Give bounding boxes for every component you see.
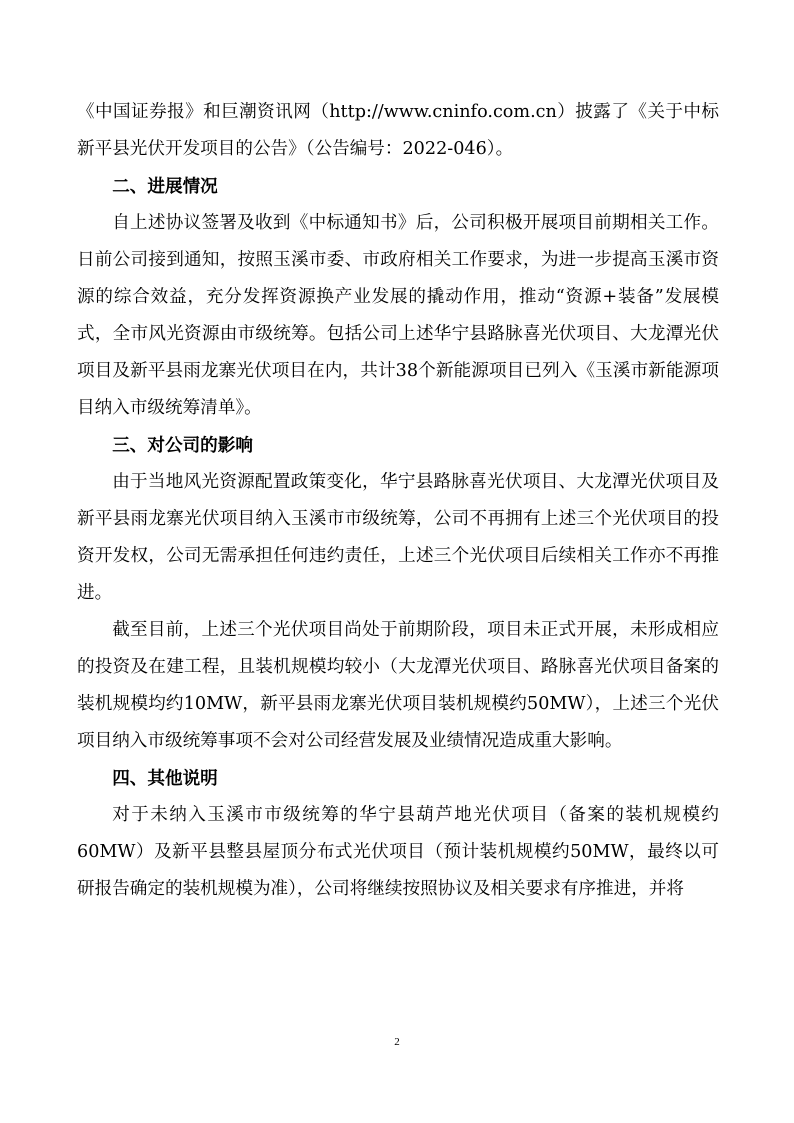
document-page (77, 94, 719, 908)
body-paragraph: 自上述协议签署及收到《中标通知书》后，公司积极开展项目前期相关工作。日前公司接到通知，按照玉溪市委、市政府相关工作要求，为进一步提高玉溪市资源的综合效益，充分发挥资源换产业发展的撬动作用，推动“资源+装备”发展模式，全市风光资源由市级统筹。包括公司上述华宁县路脉喜光伏项目、大龙潭光伏项目及新平县雨龙寨光伏项目在内，共计38个新能源项目已列入《玉溪市新能源项目纳入市级统筹清单》。 (77, 213, 719, 418)
page-number: 2 (394, 1036, 400, 1048)
intro-paragraph: 《中国证券报》和巨潮资讯网（http://www.cninfo.com.cn）披露了《关于中标新平县光伏开发项目的公告》（公告编号：2022-046）。 (77, 102, 719, 159)
section-other (77, 760, 719, 908)
body-paragraph: 对于未纳入玉溪市市级统筹的华宁县葫芦地光伏项目（备案的装机规模约60MW）及新平县整县屋顶分布式光伏项目（预计装机规模约50MW，最终以可研报告确定的装机规模为准），公司将继续按照协议及相关要求有序推进，并将 (77, 805, 719, 899)
section-heading: 二、进展情况 (112, 176, 218, 197)
body-paragraph: 截至目前，上述三个光伏项目尚处于前期阶段，项目未正式开展，未形成相应的投资及在建工程，且装机规模均较小（大龙潭光伏项目、路脉喜光伏项目备案的装机规模均约10MW，新平县雨龙寨光伏项目装机规模约50MW），上述三个光伏项目纳入市级统筹事项不会对公司经营发展及业绩情况造成重大影响。 (77, 620, 719, 751)
section-heading: 四、其他说明 (112, 768, 218, 789)
section-heading: 三、对公司的影响 (112, 435, 253, 456)
body-paragraph: 由于当地风光资源配置政策变化，华宁县路脉喜光伏项目、大龙潭光伏项目及新平县雨龙寨光伏项目纳入玉溪市市级统筹，公司不再拥有上述三个光伏项目的投资开发权，公司无需承担任何违约责任，上述三个光伏项目后续相关工作亦不再推进。 (77, 472, 719, 603)
section-impact (77, 427, 719, 760)
section-progress (77, 168, 719, 427)
